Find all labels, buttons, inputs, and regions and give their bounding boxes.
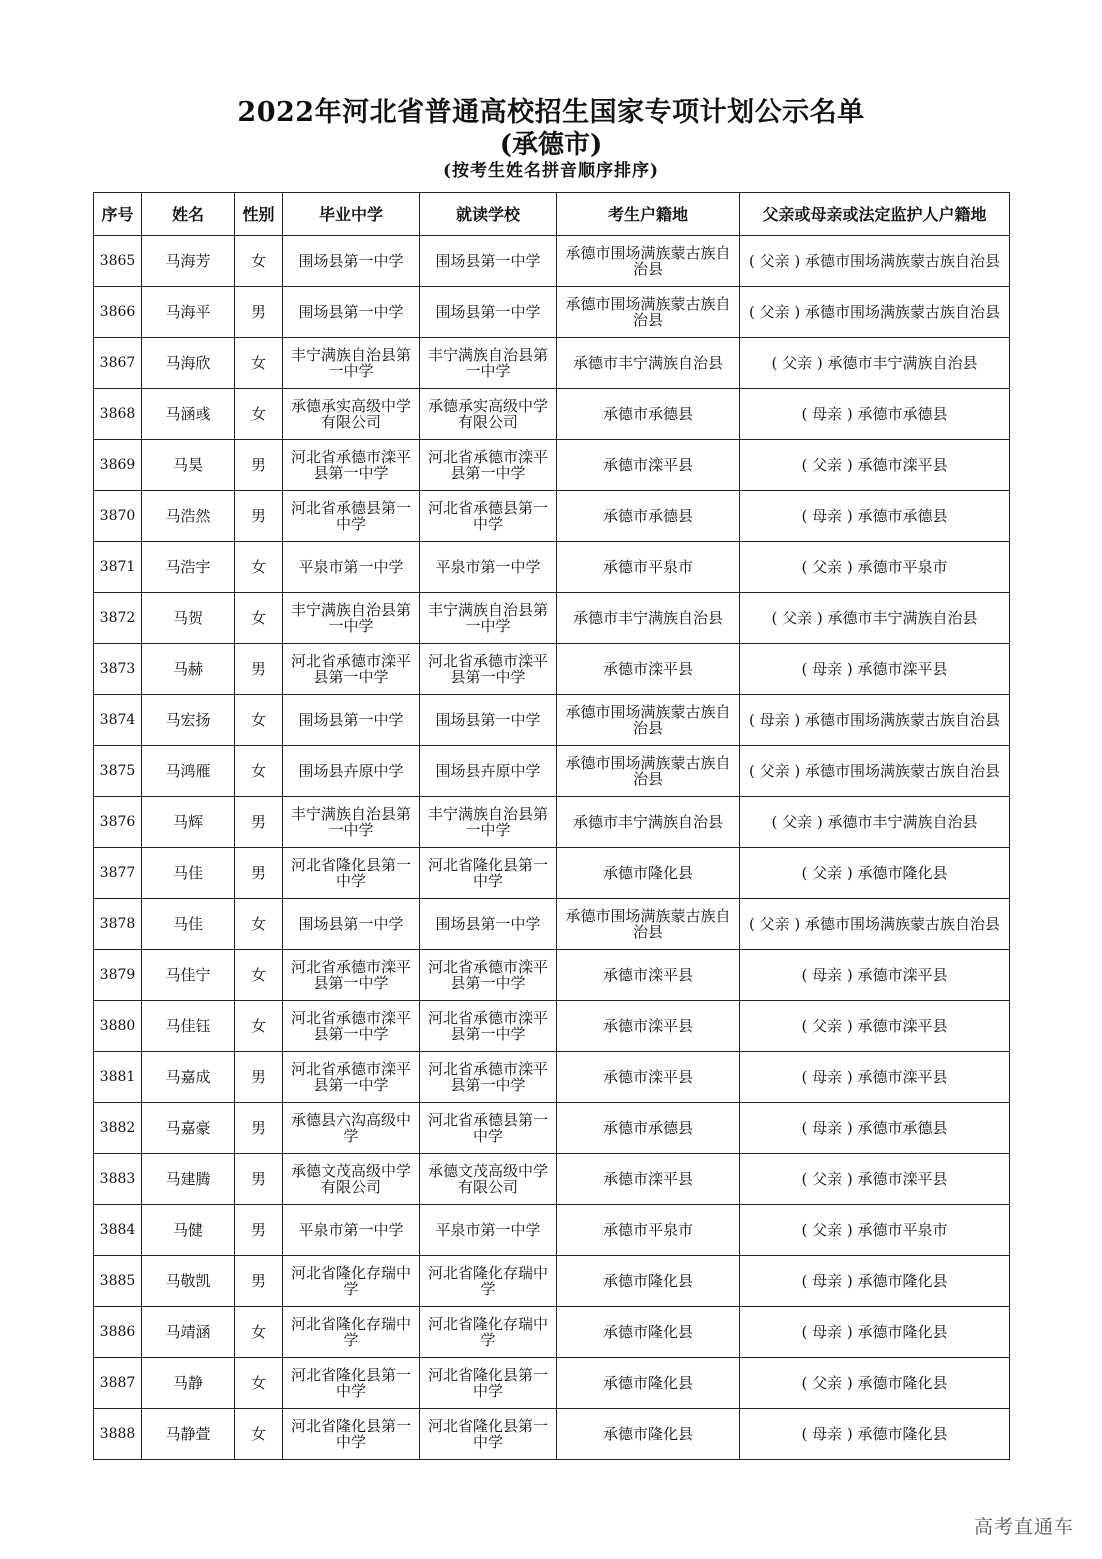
header-guardian-registration: 父亲或母亲或法定监护人户籍地 xyxy=(740,193,1010,236)
cell-current-school: 河北省承德市滦平县第一中学 xyxy=(420,1052,557,1103)
cell-guardian-registration: ( 母亲 ) 承德市滦平县 xyxy=(740,644,1010,695)
cell-graduation-school: 河北省承德市滦平县第一中学 xyxy=(283,950,420,1001)
cell-household-registration: 承德市承德县 xyxy=(557,389,740,440)
cell-graduation-school: 河北省隆化县第一中学 xyxy=(283,1358,420,1409)
cell-household-registration: 承德市围场满族蒙古族自治县 xyxy=(557,287,740,338)
cell-guardian-registration: ( 母亲 ) 承德市滦平县 xyxy=(740,950,1010,1001)
watermark-text: 高考直通车 xyxy=(973,1516,1074,1538)
cell-current-school: 河北省承德市滦平县第一中学 xyxy=(420,644,557,695)
cell-serial: 3884 xyxy=(94,1205,142,1256)
cell-gender: 女 xyxy=(235,389,283,440)
cell-guardian-registration: ( 母亲 ) 承德市承德县 xyxy=(740,1103,1010,1154)
table-row xyxy=(94,389,1010,440)
sort-note: (按考生姓名拼音顺序排序) xyxy=(442,161,660,181)
page-subtitle: (承德市) xyxy=(499,130,603,160)
cell-current-school: 承德文茂高级中学有限公司 xyxy=(420,1154,557,1205)
cell-serial: 3868 xyxy=(94,389,142,440)
header-graduation-school: 毕业中学 xyxy=(283,193,420,236)
cell-gender: 女 xyxy=(235,695,283,746)
cell-current-school: 围场县第一中学 xyxy=(420,899,557,950)
cell-guardian-registration: ( 父亲 ) 承德市滦平县 xyxy=(740,440,1010,491)
cell-serial: 3870 xyxy=(94,491,142,542)
cell-household-registration: 承德市平泉市 xyxy=(557,1205,740,1256)
table-row xyxy=(94,1052,1010,1103)
cell-household-registration: 承德市隆化县 xyxy=(557,1256,740,1307)
cell-name: 马宏扬 xyxy=(142,695,235,746)
table-row xyxy=(94,1358,1010,1409)
cell-guardian-registration: ( 母亲 ) 承德市承德县 xyxy=(740,491,1010,542)
cell-name: 马静 xyxy=(142,1358,235,1409)
cell-household-registration: 承德市隆化县 xyxy=(557,1409,740,1460)
header-current-school: 就读学校 xyxy=(420,193,557,236)
cell-serial: 3885 xyxy=(94,1256,142,1307)
cell-gender: 女 xyxy=(235,950,283,1001)
header-serial: 序号 xyxy=(94,193,142,236)
cell-gender: 女 xyxy=(235,236,283,287)
table-row xyxy=(94,1154,1010,1205)
cell-household-registration: 承德市承德县 xyxy=(557,1103,740,1154)
cell-household-registration: 承德市平泉市 xyxy=(557,542,740,593)
table-header-row xyxy=(94,193,1010,236)
cell-gender: 男 xyxy=(235,287,283,338)
cell-serial: 3877 xyxy=(94,848,142,899)
cell-serial: 3881 xyxy=(94,1052,142,1103)
cell-name: 马健 xyxy=(142,1205,235,1256)
cell-serial: 3872 xyxy=(94,593,142,644)
cell-gender: 男 xyxy=(235,491,283,542)
cell-graduation-school: 河北省承德市滦平县第一中学 xyxy=(283,1052,420,1103)
cell-household-registration: 承德市围场满族蒙古族自治县 xyxy=(557,746,740,797)
cell-name: 马浩宇 xyxy=(142,542,235,593)
table-row xyxy=(94,695,1010,746)
header-gender: 性别 xyxy=(235,193,283,236)
cell-guardian-registration: ( 母亲 ) 承德市滦平县 xyxy=(740,1052,1010,1103)
cell-current-school: 河北省承德县第一中学 xyxy=(420,491,557,542)
cell-guardian-registration: ( 父亲 ) 承德市隆化县 xyxy=(740,848,1010,899)
cell-serial: 3869 xyxy=(94,440,142,491)
cell-gender: 男 xyxy=(235,848,283,899)
cell-household-registration: 承德市隆化县 xyxy=(557,848,740,899)
cell-graduation-school: 承德县六沟高级中学 xyxy=(283,1103,420,1154)
cell-guardian-registration: ( 父亲 ) 承德市滦平县 xyxy=(740,1154,1010,1205)
cell-gender: 女 xyxy=(235,1307,283,1358)
table-row xyxy=(94,644,1010,695)
cell-serial: 3879 xyxy=(94,950,142,1001)
cell-gender: 女 xyxy=(235,542,283,593)
table-row xyxy=(94,593,1010,644)
cell-name: 马佳 xyxy=(142,848,235,899)
cell-household-registration: 承德市丰宁满族自治县 xyxy=(557,797,740,848)
cell-guardian-registration: ( 父亲 ) 承德市围场满族蒙古族自治县 xyxy=(740,746,1010,797)
cell-gender: 女 xyxy=(235,899,283,950)
cell-guardian-registration: ( 父亲 ) 承德市滦平县 xyxy=(740,1001,1010,1052)
cell-name: 马佳钰 xyxy=(142,1001,235,1052)
cell-graduation-school: 河北省承德市滦平县第一中学 xyxy=(283,440,420,491)
cell-household-registration: 承德市丰宁满族自治县 xyxy=(557,338,740,389)
cell-name: 马涵彧 xyxy=(142,389,235,440)
cell-guardian-registration: ( 父亲 ) 承德市丰宁满族自治县 xyxy=(740,593,1010,644)
cell-gender: 男 xyxy=(235,1205,283,1256)
cell-current-school: 丰宁满族自治县第一中学 xyxy=(420,338,557,389)
table-row xyxy=(94,236,1010,287)
cell-graduation-school: 平泉市第一中学 xyxy=(283,1205,420,1256)
table-row xyxy=(94,1103,1010,1154)
cell-name: 马辉 xyxy=(142,797,235,848)
cell-gender: 男 xyxy=(235,1256,283,1307)
cell-gender: 女 xyxy=(235,1001,283,1052)
cell-current-school: 河北省隆化县第一中学 xyxy=(420,1409,557,1460)
cell-household-registration: 承德市滦平县 xyxy=(557,440,740,491)
cell-graduation-school: 丰宁满族自治县第一中学 xyxy=(283,797,420,848)
cell-current-school: 丰宁满族自治县第一中学 xyxy=(420,593,557,644)
header-household-registration: 考生户籍地 xyxy=(557,193,740,236)
cell-graduation-school: 河北省承德县第一中学 xyxy=(283,491,420,542)
cell-guardian-registration: ( 父亲 ) 承德市隆化县 xyxy=(740,1358,1010,1409)
cell-serial: 3878 xyxy=(94,899,142,950)
cell-guardian-registration: ( 母亲 ) 承德市围场满族蒙古族自治县 xyxy=(740,695,1010,746)
cell-current-school: 平泉市第一中学 xyxy=(420,1205,557,1256)
cell-current-school: 河北省隆化县第一中学 xyxy=(420,848,557,899)
cell-name: 马静萱 xyxy=(142,1409,235,1460)
cell-name: 马赫 xyxy=(142,644,235,695)
cell-name: 马海欣 xyxy=(142,338,235,389)
page-title: 2022年河北省普通高校招生国家专项计划公示名单 xyxy=(237,97,865,128)
cell-graduation-school: 河北省隆化县第一中学 xyxy=(283,848,420,899)
cell-current-school: 河北省隆化县第一中学 xyxy=(420,1358,557,1409)
cell-gender: 男 xyxy=(235,440,283,491)
cell-current-school: 平泉市第一中学 xyxy=(420,542,557,593)
cell-serial: 3871 xyxy=(94,542,142,593)
table-row xyxy=(94,1256,1010,1307)
cell-current-school: 河北省隆化存瑞中学 xyxy=(420,1256,557,1307)
cell-serial: 3888 xyxy=(94,1409,142,1460)
cell-graduation-school: 围场县卉原中学 xyxy=(283,746,420,797)
cell-guardian-registration: ( 父亲 ) 承德市围场满族蒙古族自治县 xyxy=(740,236,1010,287)
cell-name: 马嘉豪 xyxy=(142,1103,235,1154)
cell-graduation-school: 丰宁满族自治县第一中学 xyxy=(283,593,420,644)
cell-graduation-school: 围场县第一中学 xyxy=(283,236,420,287)
cell-current-school: 围场县卉原中学 xyxy=(420,746,557,797)
cell-name: 马鸿雁 xyxy=(142,746,235,797)
cell-guardian-registration: ( 父亲 ) 承德市围场满族蒙古族自治县 xyxy=(740,287,1010,338)
cell-current-school: 承德承实高级中学有限公司 xyxy=(420,389,557,440)
cell-graduation-school: 围场县第一中学 xyxy=(283,899,420,950)
cell-graduation-school: 平泉市第一中学 xyxy=(283,542,420,593)
cell-gender: 男 xyxy=(235,1052,283,1103)
table-row xyxy=(94,746,1010,797)
cell-name: 马海平 xyxy=(142,287,235,338)
table-row xyxy=(94,848,1010,899)
cell-gender: 女 xyxy=(235,1358,283,1409)
cell-current-school: 河北省承德市滦平县第一中学 xyxy=(420,950,557,1001)
cell-current-school: 河北省承德市滦平县第一中学 xyxy=(420,440,557,491)
cell-serial: 3865 xyxy=(94,236,142,287)
cell-current-school: 河北省承德市滦平县第一中学 xyxy=(420,1001,557,1052)
cell-graduation-school: 丰宁满族自治县第一中学 xyxy=(283,338,420,389)
cell-gender: 男 xyxy=(235,644,283,695)
cell-household-registration: 承德市滦平县 xyxy=(557,1001,740,1052)
cell-serial: 3882 xyxy=(94,1103,142,1154)
cell-household-registration: 承德市滦平县 xyxy=(557,950,740,1001)
cell-guardian-registration: ( 父亲 ) 承德市平泉市 xyxy=(740,1205,1010,1256)
table-row xyxy=(94,542,1010,593)
cell-current-school: 围场县第一中学 xyxy=(420,236,557,287)
cell-serial: 3873 xyxy=(94,644,142,695)
cell-guardian-registration: ( 父亲 ) 承德市围场满族蒙古族自治县 xyxy=(740,899,1010,950)
cell-serial: 3867 xyxy=(94,338,142,389)
cell-serial: 3886 xyxy=(94,1307,142,1358)
header-name: 姓名 xyxy=(142,193,235,236)
cell-gender: 女 xyxy=(235,593,283,644)
cell-household-registration: 承德市滦平县 xyxy=(557,1052,740,1103)
cell-household-registration: 承德市围场满族蒙古族自治县 xyxy=(557,695,740,746)
table-row xyxy=(94,899,1010,950)
cell-graduation-school: 河北省承德市滦平县第一中学 xyxy=(283,644,420,695)
table-row xyxy=(94,440,1010,491)
cell-name: 马佳宁 xyxy=(142,950,235,1001)
cell-graduation-school: 承德承实高级中学有限公司 xyxy=(283,389,420,440)
cell-household-registration: 承德市滦平县 xyxy=(557,644,740,695)
cell-household-registration: 承德市隆化县 xyxy=(557,1358,740,1409)
cell-gender: 女 xyxy=(235,1409,283,1460)
cell-name: 马嘉成 xyxy=(142,1052,235,1103)
table-row xyxy=(94,1205,1010,1256)
cell-serial: 3876 xyxy=(94,797,142,848)
table-row xyxy=(94,1307,1010,1358)
cell-guardian-registration: ( 父亲 ) 承德市平泉市 xyxy=(740,542,1010,593)
cell-household-registration: 承德市丰宁满族自治县 xyxy=(557,593,740,644)
table-row xyxy=(94,491,1010,542)
cell-current-school: 围场县第一中学 xyxy=(420,695,557,746)
cell-name: 马靖涵 xyxy=(142,1307,235,1358)
cell-name: 马敬凯 xyxy=(142,1256,235,1307)
cell-household-registration: 承德市滦平县 xyxy=(557,1154,740,1205)
cell-serial: 3883 xyxy=(94,1154,142,1205)
cell-gender: 男 xyxy=(235,1154,283,1205)
table-body xyxy=(94,236,1010,1460)
cell-current-school: 河北省隆化存瑞中学 xyxy=(420,1307,557,1358)
cell-graduation-school: 承德文茂高级中学有限公司 xyxy=(283,1154,420,1205)
cell-name: 马佳 xyxy=(142,899,235,950)
cell-serial: 3875 xyxy=(94,746,142,797)
cell-household-registration: 承德市围场满族蒙古族自治县 xyxy=(557,899,740,950)
cell-guardian-registration: ( 母亲 ) 承德市隆化县 xyxy=(740,1409,1010,1460)
cell-name: 马贺 xyxy=(142,593,235,644)
table-row xyxy=(94,1409,1010,1460)
cell-name: 马昊 xyxy=(142,440,235,491)
table-row xyxy=(94,1001,1010,1052)
cell-graduation-school: 围场县第一中学 xyxy=(283,287,420,338)
cell-graduation-school: 围场县第一中学 xyxy=(283,695,420,746)
cell-guardian-registration: ( 父亲 ) 承德市丰宁满族自治县 xyxy=(740,338,1010,389)
table-row xyxy=(94,797,1010,848)
cell-serial: 3887 xyxy=(94,1358,142,1409)
cell-gender: 女 xyxy=(235,338,283,389)
cell-current-school: 围场县第一中学 xyxy=(420,287,557,338)
cell-name: 马浩然 xyxy=(142,491,235,542)
table-row xyxy=(94,287,1010,338)
cell-serial: 3874 xyxy=(94,695,142,746)
cell-serial: 3866 xyxy=(94,287,142,338)
cell-household-registration: 承德市隆化县 xyxy=(557,1307,740,1358)
cell-name: 马建腾 xyxy=(142,1154,235,1205)
cell-gender: 女 xyxy=(235,746,283,797)
cell-name: 马海芳 xyxy=(142,236,235,287)
cell-household-registration: 承德市围场满族蒙古族自治县 xyxy=(557,236,740,287)
cell-current-school: 丰宁满族自治县第一中学 xyxy=(420,797,557,848)
table-row xyxy=(94,338,1010,389)
cell-guardian-registration: ( 父亲 ) 承德市丰宁满族自治县 xyxy=(740,797,1010,848)
cell-household-registration: 承德市承德县 xyxy=(557,491,740,542)
cell-graduation-school: 河北省隆化存瑞中学 xyxy=(283,1256,420,1307)
roster-table xyxy=(93,192,1010,1460)
cell-graduation-school: 河北省隆化存瑞中学 xyxy=(283,1307,420,1358)
cell-gender: 男 xyxy=(235,1103,283,1154)
cell-guardian-registration: ( 母亲 ) 承德市隆化县 xyxy=(740,1307,1010,1358)
cell-graduation-school: 河北省隆化县第一中学 xyxy=(283,1409,420,1460)
cell-serial: 3880 xyxy=(94,1001,142,1052)
cell-gender: 男 xyxy=(235,797,283,848)
cell-current-school: 河北省承德县第一中学 xyxy=(420,1103,557,1154)
cell-graduation-school: 河北省承德市滦平县第一中学 xyxy=(283,1001,420,1052)
cell-guardian-registration: ( 母亲 ) 承德市隆化县 xyxy=(740,1256,1010,1307)
cell-guardian-registration: ( 母亲 ) 承德市承德县 xyxy=(740,389,1010,440)
table-row xyxy=(94,950,1010,1001)
